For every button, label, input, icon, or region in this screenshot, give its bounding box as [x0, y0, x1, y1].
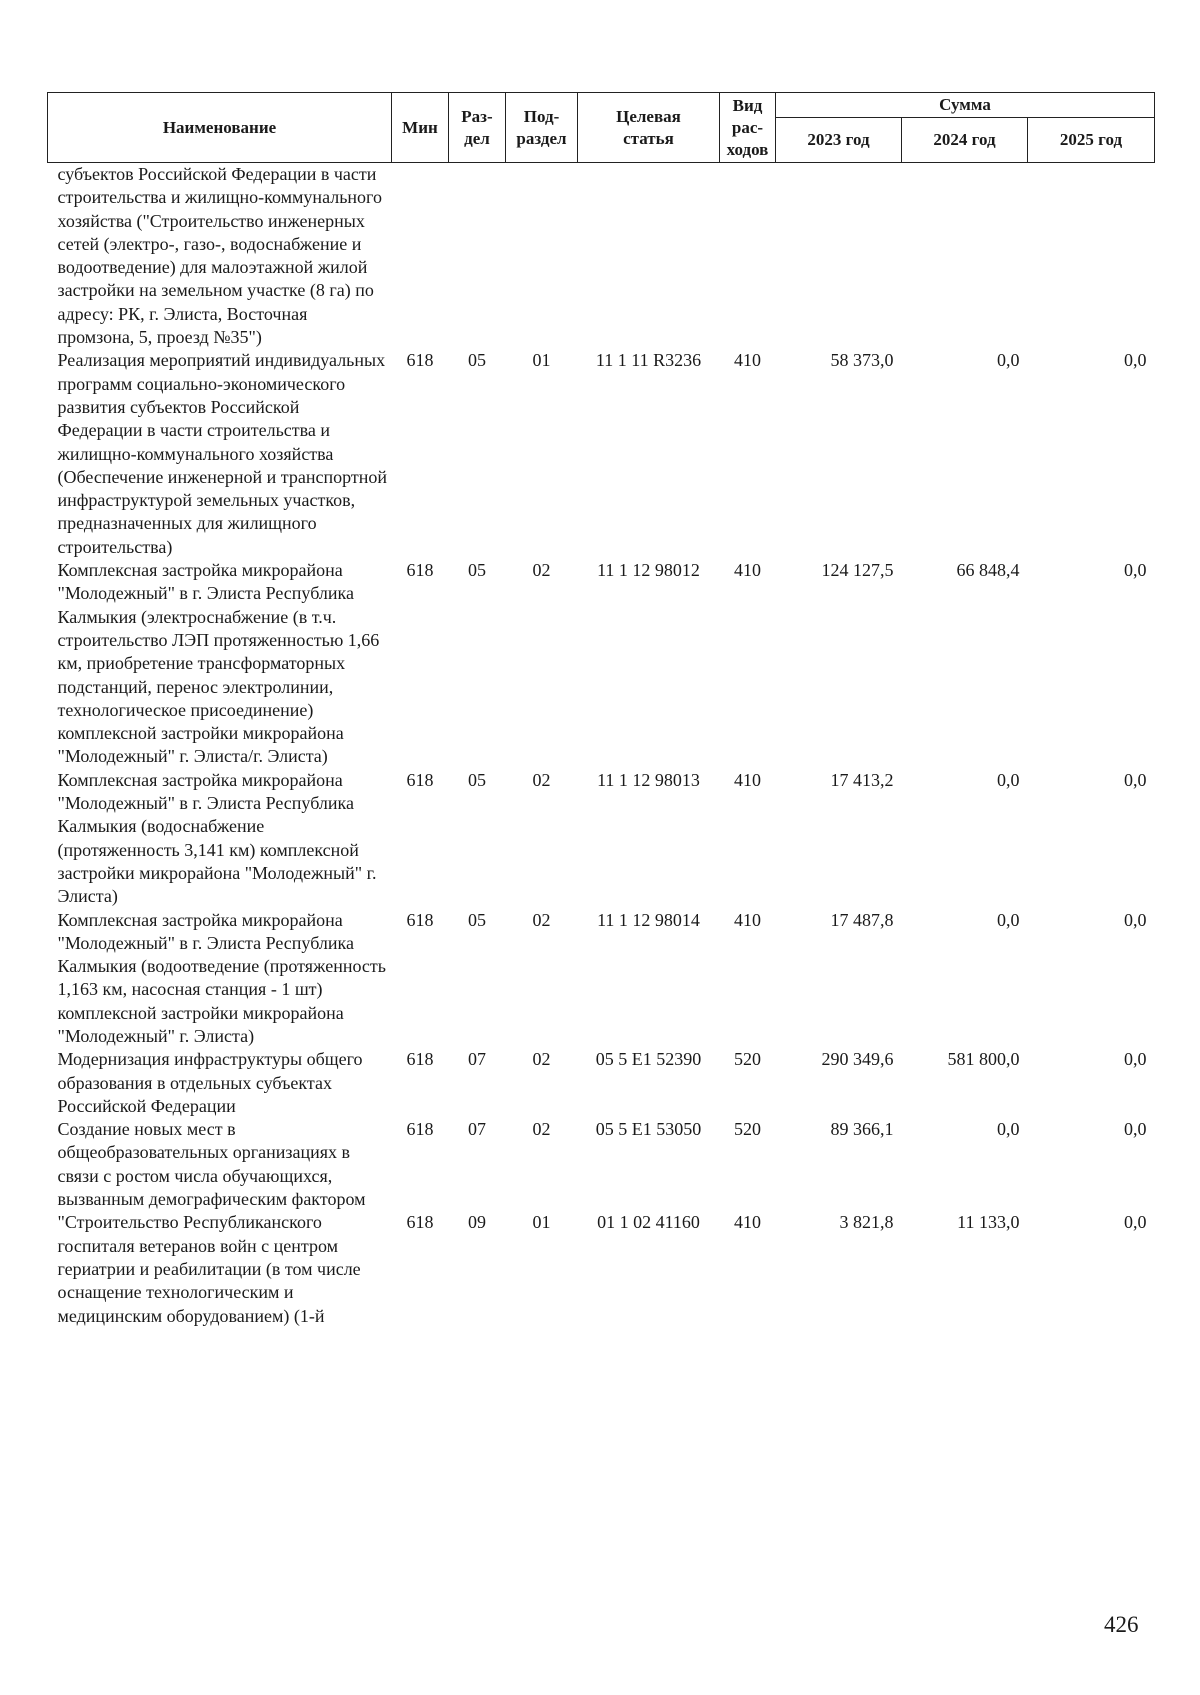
row-min: 618	[406, 1119, 434, 1140]
row-sum-2024: 0,0	[997, 769, 1020, 790]
header-summa: Сумма	[776, 93, 1155, 118]
row-podrazdel: 02	[532, 909, 551, 930]
header-min: Мин	[392, 93, 449, 163]
header-2023: 2023 год	[776, 118, 902, 163]
row-name: субъектов Российской Федерации в части строительства и жилищно-коммунального хозяйства ("Строительство инженерных сетей (электро-, газо-, водоснабжение и водоотведение) для малоэтажной жилой застройки на земельном участке (8 га) по адресу: РК, г. Элиста, Восточная промзона, 5, проезд №35")	[57, 164, 382, 348]
table-row	[48, 1048, 1155, 1118]
row-sum-2024: 581 800,0	[947, 1049, 1020, 1070]
table-row	[48, 163, 1155, 350]
row-vid-rashodov	[720, 163, 776, 350]
row-vid-rashodov: 410	[734, 1212, 761, 1233]
row-podrazdel	[506, 163, 578, 350]
table-header	[48, 93, 1155, 163]
table-row	[48, 349, 1155, 559]
header-razdel: Раз- дел	[449, 93, 506, 163]
row-min: 618	[406, 909, 434, 930]
row-tselevaya-statya: 11 1 12 98012	[597, 560, 700, 581]
header-podrazdel: Под- раздел	[506, 93, 578, 163]
row-name: Комплексная застройка микрорайона "Молодежный" в г. Элиста Республика Калмыкия (водоотведение (протяженность 1,163 км, насосная станция - 1 шт) комплексной застройки микрорайона "Молодежный" г. Элиста)	[57, 909, 386, 1046]
header-2025: 2025 год	[1028, 118, 1155, 163]
row-sum-2023: 58 373,0	[830, 350, 894, 371]
row-name: Модернизация инфраструктуры общего образования в отдельных субъектах Российской Федерации	[57, 1049, 363, 1116]
header-2024: 2024 год	[902, 118, 1028, 163]
row-vid-rashodov: 410	[734, 560, 761, 581]
row-vid-rashodov: 410	[734, 769, 761, 790]
row-sum-2024: 66 848,4	[956, 560, 1020, 581]
row-tselevaya-statya: 05 5 E1 52390	[595, 1049, 702, 1070]
row-min	[392, 163, 449, 350]
page-number: 426	[1104, 1612, 1139, 1637]
row-sum-2024	[902, 163, 1028, 350]
row-podrazdel: 02	[532, 1119, 551, 1140]
row-vid-rashodov: 520	[734, 1049, 761, 1070]
row-podrazdel: 02	[532, 1049, 551, 1070]
table-row	[48, 559, 1155, 769]
row-sum-2023	[776, 163, 902, 350]
row-razdel	[449, 163, 506, 350]
table-row	[48, 769, 1155, 909]
row-sum-2023: 3 821,8	[839, 1212, 894, 1233]
table-body	[48, 163, 1155, 1328]
row-tselevaya-statya: 11 1 11 R3236	[595, 350, 702, 371]
row-sum-2023: 17 487,8	[830, 909, 894, 930]
row-tselevaya-statya	[578, 163, 720, 350]
row-name: "Строительство Республиканского госпиталя ветеранов войн с центром гериатрии и реабилитации (в том числе оснащение технологическим и медицинским оборудованием) (1-й	[57, 1212, 361, 1326]
row-sum-2025: 0,0	[1124, 560, 1147, 581]
row-min: 618	[406, 1212, 434, 1233]
row-sum-2023: 89 366,1	[830, 1119, 894, 1140]
row-tselevaya-statya: 11 1 12 98014	[597, 909, 700, 930]
row-podrazdel: 01	[532, 1212, 551, 1233]
row-sum-2025: 0,0	[1124, 769, 1147, 790]
row-sum-2024: 11 133,0	[957, 1212, 1020, 1233]
row-razdel: 07	[468, 1049, 486, 1070]
row-sum-2023: 17 413,2	[830, 769, 894, 790]
row-sum-2023: 124 127,5	[821, 560, 894, 581]
row-min: 618	[406, 350, 434, 371]
row-razdel: 09	[468, 1212, 486, 1233]
row-sum-2024: 0,0	[997, 909, 1020, 930]
row-name: Реализация мероприятий индивидуальных программ социально-экономического развития субъектов Российской Федерации в части строительства и жилищно-коммунального хозяйства (Обеспечение инженерной и транспортной инфраструктурой земельных участков, предназначенных для жилищного строительства)	[57, 350, 388, 557]
row-min: 618	[406, 560, 434, 581]
row-razdel: 05	[468, 769, 486, 790]
row-sum-2025: 0,0	[1124, 1119, 1147, 1140]
row-tselevaya-statya: 05 5 E1 53050	[595, 1119, 702, 1140]
header-vid: Вид рас- ходов	[720, 93, 776, 163]
row-name: Создание новых мест в общеобразовательных организациях в связи с ростом числа обучающихся, вызванным демографическим фактором	[57, 1119, 366, 1210]
row-razdel: 07	[468, 1119, 486, 1140]
row-podrazdel: 02	[532, 769, 551, 790]
row-sum-2025: 0,0	[1124, 1212, 1147, 1233]
row-sum-2024: 0,0	[997, 1119, 1020, 1140]
row-name: Комплексная застройка микрорайона "Молодежный" в г. Элиста Республика Калмыкия (электроснабжение (в т.ч. строительство ЛЭП протяженностью 1,66 км, приобретение трансформаторных подстанций, перенос электролинии, технологическое присоединение) комплексной застройки микрорайона "Молодежный" г. Элиста/г. Элиста)	[57, 560, 380, 767]
table-row	[48, 909, 1155, 1049]
row-vid-rashodov: 410	[734, 909, 761, 930]
table-row	[48, 1118, 1155, 1211]
header-name: Наименование	[48, 93, 392, 163]
row-sum-2025: 0,0	[1124, 909, 1147, 930]
row-tselevaya-statya: 11 1 12 98013	[597, 769, 700, 790]
row-vid-rashodov: 410	[734, 350, 761, 371]
row-vid-rashodov: 520	[734, 1119, 761, 1140]
header-tselevaya: Целевая статья	[578, 93, 720, 163]
budget-table	[47, 92, 1155, 1328]
row-sum-2025: 0,0	[1124, 350, 1147, 371]
row-sum-2025: 0,0	[1124, 1049, 1147, 1070]
row-podrazdel: 01	[532, 350, 551, 371]
row-min: 618	[406, 769, 434, 790]
row-sum-2023: 290 349,6	[821, 1049, 894, 1070]
table-row	[48, 1211, 1155, 1327]
row-sum-2024: 0,0	[997, 350, 1020, 371]
row-razdel: 05	[468, 909, 486, 930]
row-tselevaya-statya: 01 1 02 41160	[597, 1212, 700, 1233]
row-podrazdel: 02	[532, 560, 551, 581]
row-sum-2025	[1028, 163, 1155, 350]
row-razdel: 05	[468, 560, 486, 581]
row-razdel: 05	[468, 350, 486, 371]
row-min: 618	[406, 1049, 434, 1070]
row-name: Комплексная застройка микрорайона "Молодежный" в г. Элиста Республика Калмыкия (водоснабжение (протяженность 3,141 км) комплексной застройки микрорайона "Молодежный" г. Элиста)	[57, 769, 377, 907]
